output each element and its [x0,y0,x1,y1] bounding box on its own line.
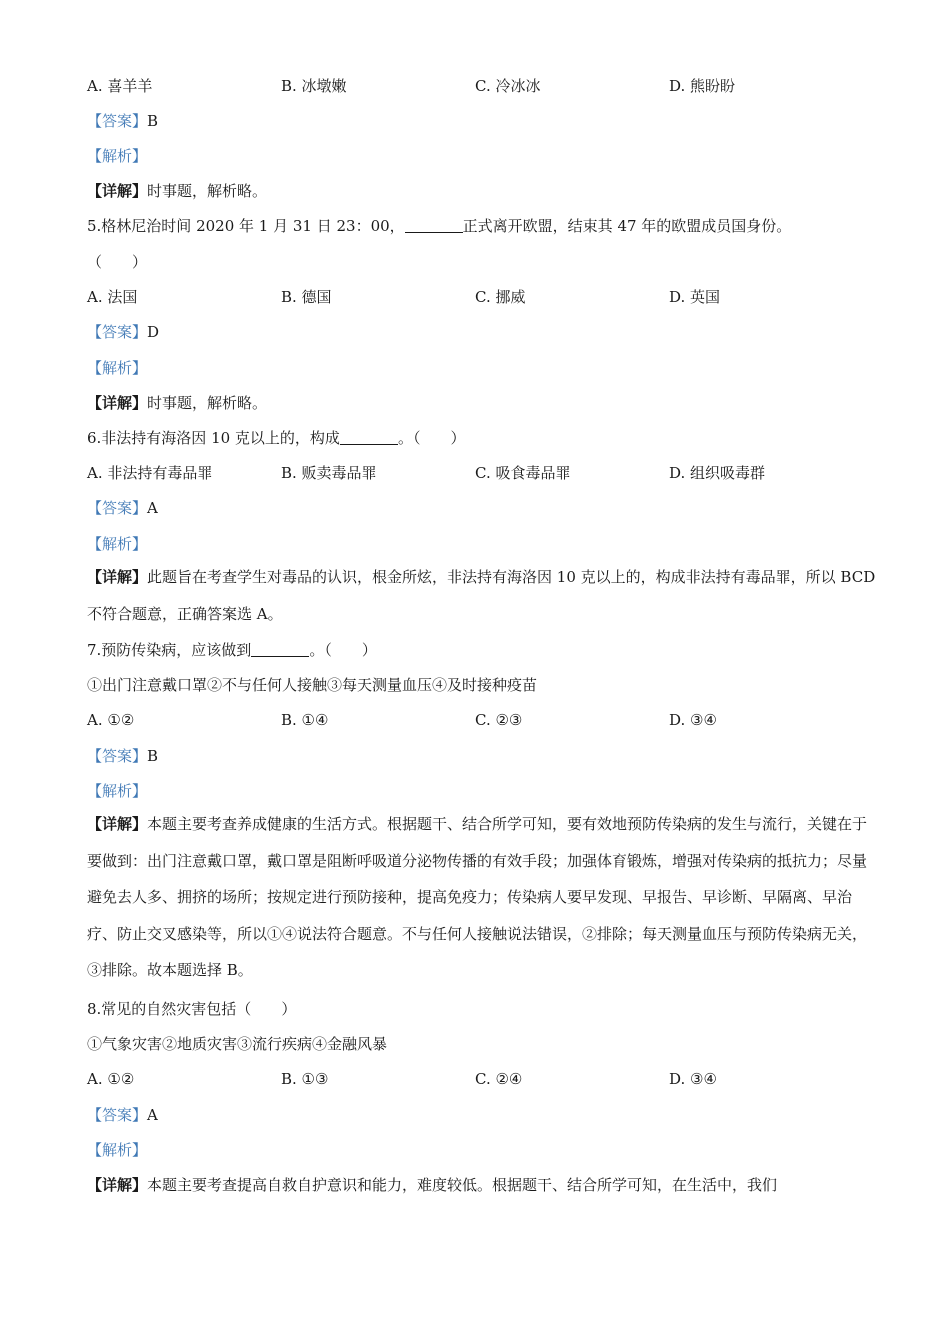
q6-option-d[interactable]: D. 组织吸毒群 [669,464,766,482]
q5-detail [87,392,880,414]
q7-statements: ①出门注意戴口罩②不与任何人接触③每天测量血压④及时接种疫苗 [87,676,538,694]
q7-analysis-label: 【解析】 [87,782,148,800]
q5-question-end: 正式离开欧盟，结束其 47 年的欧盟成员国身份。 [462,217,792,235]
q7-question [87,639,880,661]
q6-option-a[interactable]: A. 非法持有毒品罪 [87,464,213,482]
answer-value: D [147,323,160,341]
answer-value: B [147,112,159,130]
q8-option-b[interactable]: B. ①③ [281,1070,329,1088]
q4-option-a[interactable]: A. 喜羊羊 [87,77,153,95]
q7-option-b[interactable]: B. ①④ [281,711,329,729]
q4-options [87,75,887,97]
q6-question [87,427,880,449]
answer-value: A [147,499,158,517]
q5-question [87,215,880,237]
q4-detail [87,180,880,202]
answer-label: 【答案】 [87,112,148,130]
q4-answer [87,110,880,132]
q4-analysis-label: 【解析】 [87,147,148,165]
detail-label: 【详解】 [87,568,148,586]
q7-detail [87,806,877,989]
answer-label: 【答案】 [87,1106,148,1124]
q5-option-a[interactable]: A. 法国 [87,288,138,306]
q5-option-d[interactable]: D. 英国 [669,288,721,306]
q7-option-d[interactable]: D. ③④ [669,711,717,729]
detail-label: 【详解】 [87,182,148,200]
answer-label: 【答案】 [87,499,148,517]
q4-option-c[interactable]: C. 冷冰冰 [475,77,541,95]
q7-answer [87,745,880,767]
q5-option-b[interactable]: B. 德国 [281,288,332,306]
detail-text: 本题主要考查提高自救自护意识和能力，难度较低。根据题干、结合所学可知，在生活中，我们 [147,1176,778,1194]
detail-text: 时事题，解析略。 [147,182,268,200]
q5-blank [405,218,463,233]
q8-detail [87,1174,880,1196]
q7-option-a[interactable]: A. ①② [87,711,135,729]
q8-option-a[interactable]: A. ①② [87,1070,135,1088]
detail-text: 本题主要考查养成健康的生活方式。根据题干、结合所学可知，要有效地预防传染病的发生与流行，关键在于要做到：出门注意戴口罩，戴口罩是阻断呼吸道分泌物传播的有效手段；加强体育锻炼，增强对传染病的抵抗力；尽量避免去人多、拥挤的场所；按规定进行预防接种，提高免疫力；传染病人要早发现、早报告、早诊断、早隔离、早治疗、防止交叉感染等，所以①④说法符合题意。不与任何人接触说法错误，②排除；每天测量血压与预防传染病无关，③排除。故本题选择 B。 [87,815,868,980]
q7-blank [251,642,309,657]
q7-option-c[interactable]: C. ②③ [475,711,523,729]
q4-option-b[interactable]: B. 冰墩嫩 [281,77,347,95]
q6-answer [87,497,880,519]
detail-text: 此题旨在考查学生对毒品的认识，根金所炫，非法持有海洛因 10 克以上的，构成非法持有毒品罪，所以 BCD 不符合题意，正确答案选 A。 [87,568,876,623]
q8-option-d[interactable]: D. ③④ [669,1070,717,1088]
q5-options [87,286,887,308]
answer-label: 【答案】 [87,323,148,341]
q8-option-c[interactable]: C. ②④ [475,1070,523,1088]
q6-detail [87,559,877,632]
answer-value: B [147,747,159,765]
q7-question-end: 。（ ） [309,641,377,659]
q7-options [87,709,887,731]
q6-blank [340,430,398,445]
q6-question-start: 6.非法持有海洛因 10 克以上的，构成 [87,429,340,447]
detail-label: 【详解】 [87,394,148,412]
q8-question: 8.常见的自然灾害包括（ ） [87,1000,297,1018]
q6-option-c[interactable]: C. 吸食毒品罪 [475,464,571,482]
q8-answer [87,1104,880,1126]
detail-label: 【详解】 [87,815,148,833]
q6-options [87,462,887,484]
q5-answer [87,321,880,343]
q7-question-start: 7.预防传染病，应该做到 [87,641,252,659]
q8-options [87,1068,887,1090]
q6-analysis-label: 【解析】 [87,535,148,553]
detail-text: 时事题，解析略。 [147,394,268,412]
q8-statements: ①气象灾害②地质灾害③流行疾病④金融风暴 [87,1035,388,1053]
q5-paren: （ ） [87,253,148,271]
q5-analysis-label: 【解析】 [87,359,148,377]
q8-analysis-label: 【解析】 [87,1141,148,1159]
q6-option-b[interactable]: B. 贩卖毒品罪 [281,464,377,482]
detail-label: 【详解】 [87,1176,148,1194]
answer-value: A [147,1106,158,1124]
q4-option-d[interactable]: D. 熊盼盼 [669,77,736,95]
q5-question-start: 5.格林尼治时间 2020 年 1 月 31 日 23：00， [87,217,405,235]
q6-question-end: 。（ ） [397,429,466,447]
answer-label: 【答案】 [87,747,148,765]
q5-option-c[interactable]: C. 挪威 [475,288,526,306]
